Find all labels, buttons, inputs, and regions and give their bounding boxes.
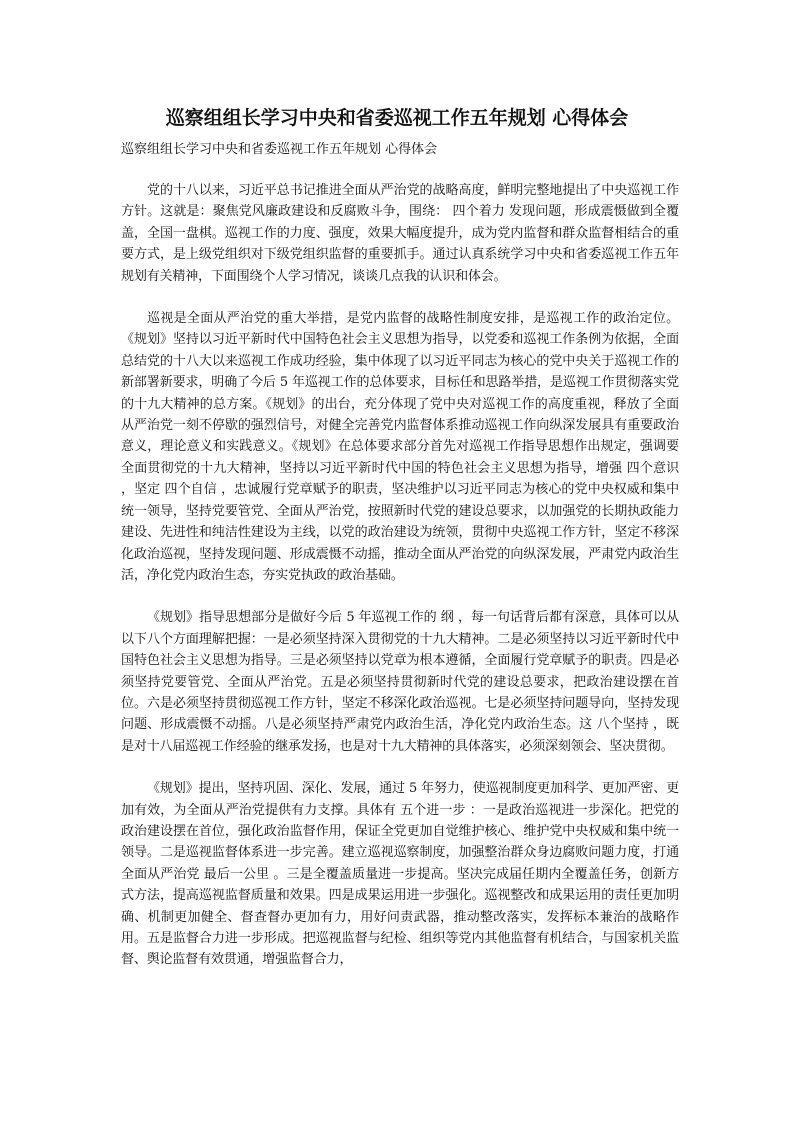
body-paragraph: 《规划》指导思想部分是做好今后 5 年巡视工作的 纲 ，每一句话背后都有深意，具体可以从以下八个方面理解把握：一是必须坚持深入贯彻党的十九大精神。二是必须坚持以习近平新时代中国特色社会主义思想为指导。三是必须坚持以党章为根本遵循，全面履行党章赋予的职责。四是必须坚持党要管党、全面从严治党。五是必须坚持贯彻新时代党的建设总要求，把政治建设摆在首位。六是必须坚持贯彻巡视工作方针，坚定不移深化政治巡视。七是必须坚持问题导向，坚持发现问题、形成震慑不动摇。八是必须坚持严肃党内政治生活，净化党内政治生态。这 八个坚持 ，既是对十八届巡视工作经验的继承发扬，也是对十九大精神的具体落实，必须深刻领会、坚决贯彻。 <box>121 610 679 754</box>
document-subtitle: 巡察组组长学习中央和省委巡视工作五年规划 心得体会 <box>121 142 438 157</box>
body-paragraph: 党的十八以来，习近平总书记推进全面从严治党的战略高度，鲜明完整地提出了中央巡视工作方针。这就是：聚焦党风廉政建设和反腐败斗争，围绕： 四个着力 发现问题，形成震慑做到全覆盖，全国一盘棋。巡视工作的力度、强度，效果大幅度提升，成为党内监督和群众监督相结合的重要方式，是上级党组织对下级党组织监督的重要抓手。通过认真系统学习中央和省委巡视工作五年规划有关精神，下面围绕个人学习情况，谈谈几点我的认识和体会。 <box>121 183 679 284</box>
body-paragraph: 巡视是全面从严治党的重大举措，是党内监督的战略性制度安排，是巡视工作的政治定位。《规划》坚持以习近平新时代中国特色社会主义思想为指导，以党委和巡视工作条例为依据，全面总结党的十八大以来巡视工作成功经验，集中体现了以习近平同志为核心的党中央关于巡视工作的新部署新要求，明确了今后 5 年巡视工作的总体要求，目标任和思路举措，是巡视工作贯彻落实党的十九大精神的总方案。《规划》的出台，充分体现了党中央对巡视工作的高度重视，释放了全面从严治党一刻不停歇的强烈信号，对健全完善党内监督体系推动巡视工作向纵深发展具有重要政治意义，理论意义和实践意义。《规划》在总体要求部分首先对巡视工作指导思想作出规定，强调要全面贯彻党的十九大精神，坚持以习近平新时代中国的特色社会主义思想为指导，增强 四个意识 ，坚定 四个自信 ，忠诚履行党章赋予的职责，坚决维护以习近平同志为核心的党中央权威和集中统一领导，坚持党要管党、全面从严治党，按照新时代党的建设总要求，以加强党的长期执政能力建设、先进性和纯洁性建设为主线，以党的政治建设为统领，贯彻中央巡视工作方针，坚定不移深化政治巡视，坚持发现问题、形成震慑不动摇，推动全面从严治党的向纵深发展，严肃党内政治生活，净化党内政治生态，夯实党执政的政治基础。 <box>121 311 679 583</box>
body-paragraph: 《规划》提出，坚持巩固、深化、发展，通过 5 年努力，使巡视制度更加科学、更加严密、更加有效，为全面从严治党提供有力支撑。具体有 五个进一步 ：一是政治巡视进一步深化。把党的政治建设摆在首位，强化政治监督作用，保证全党更加自觉维护核心、维护党中央权威和集中统一领导。二是巡视监督体系进一步完善。建立巡视巡察制度，加强整治群众身边腐败问题力度，打通全面从严治党 最后一公里 。三是全覆盖质量进一步提高。坚决完成届任期内全覆盖任务，创新方式方法，提高巡视监督质量和效果。四是成果运用进一步强化。巡视整改和成果运用的责任更加明确、机制更加健全、督查督办更加有力，用好问责武器，推动整改落实，发挥标本兼治的战略作用。五是监督合力进一步形成。把巡视监督与纪检、组织等党内其他监督有机结合，与国家机关监督、舆论监督有效贯通，增强监督合力， <box>121 781 679 968</box>
document-body <box>121 180 679 992</box>
document-title: 巡察组组长学习中央和省委巡视工作五年规划 心得体会 <box>165 107 629 129</box>
